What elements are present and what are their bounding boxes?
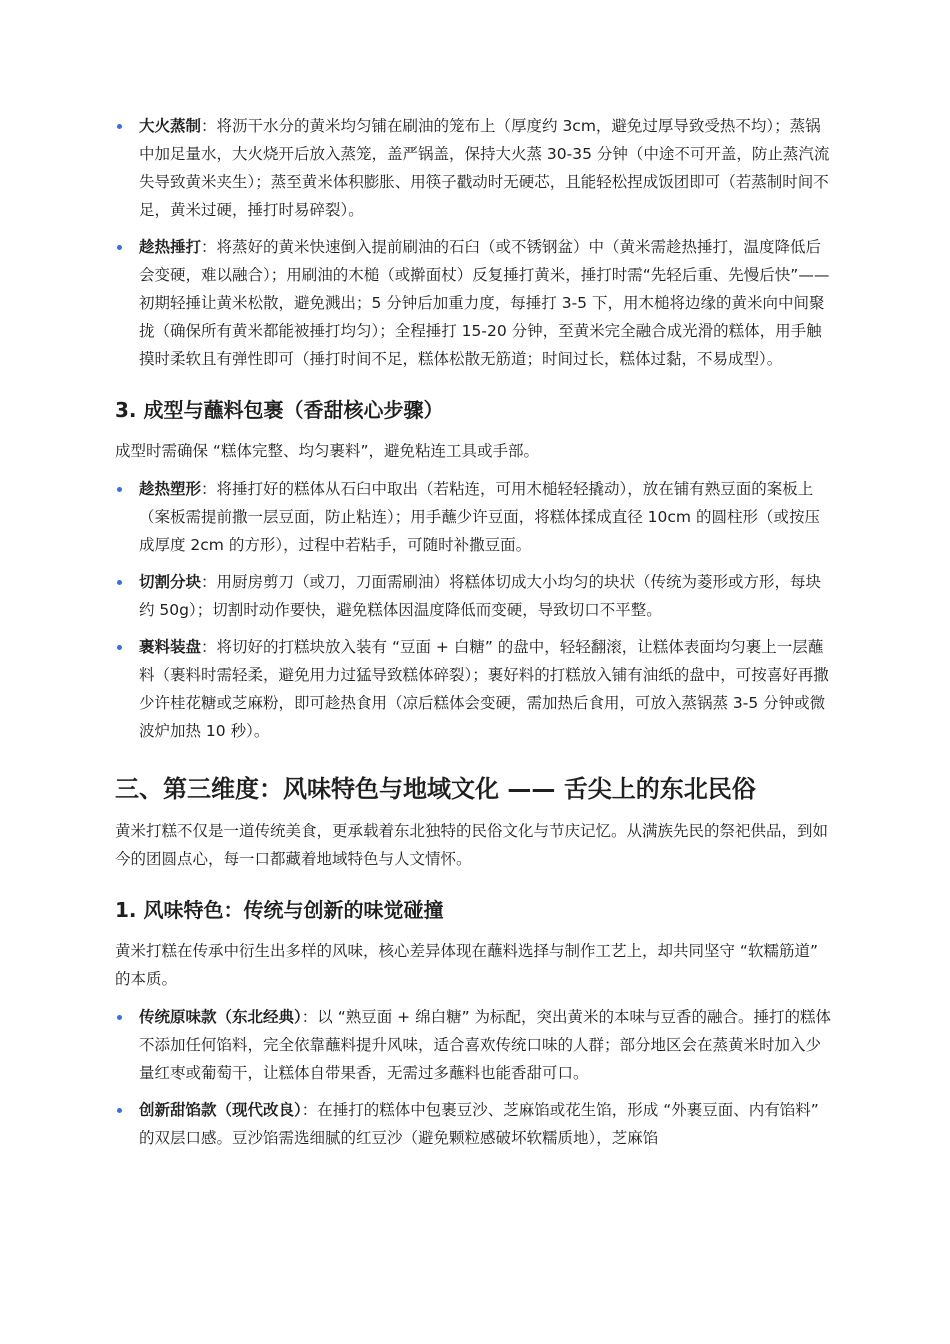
part-intro: 黄米打糕不仅是一道传统美食，更承载着东北独特的民俗文化与节庆记忆。从满族先民的祭祀供品，到如今的团圆点心，每一口都藏着地域特色与人文情怀。	[115, 822, 829, 868]
item-text: ：将切好的打糕块放入装有 “豆面 + 白糖” 的盘中，轻轻翻滚，让糕体表面均匀裹上一层蘸料（裹料时需轻柔，避免用力过猛导致糕体碎裂）；裹好料的打糕放入铺有油纸的盘中，可按喜好再撒少许桂花糖或芝麻粉，即可趁热食用（凉后糕体会变硬，需加热后食用，可放入蒸锅蒸 3-5 分钟或微波炉加热 10 秒）。	[139, 638, 829, 740]
list-item	[115, 233, 835, 373]
list-item	[115, 1003, 835, 1087]
item-text: ：将蒸好的黄米快速倒入提前刷油的石臼（或不锈钢盆）中（黄米需趁热捶打，温度降低后会变硬，难以融合）；用刷油的木槌（或擀面杖）反复捶打黄米，捶打时需“先轻后重、先慢后快”—— 初期轻捶让黄米松散，避免溅出；5 分钟后加重力度，每捶打 3-5 下，用木槌将边缘的黄米向中间聚拢（确保所有黄米都能被捶打均匀）；全程捶打 15-20 分钟，至黄米完全融合成光滑的糕体，用手触摸时柔软且有弹性即可（捶打时间不足，糕体松散无筋道；时间过长，糕体过黏，不易成型）。	[139, 238, 830, 368]
subsection-intro: 黄米打糕在传承中衍生出多样的风味，核心差异体现在蘸料选择与制作工艺上，却共同坚守 “软糯筋道” 的本质。	[115, 942, 818, 988]
item-term: 裹料装盘	[139, 638, 202, 656]
item-term: 传统原味款（东北经典）	[139, 1008, 302, 1026]
document-page	[115, 112, 835, 1161]
item-term: 大火蒸制	[139, 117, 202, 135]
item-text: ：将捶打好的糕体从石臼中取出（若粘连，可用木槌轻轻撬动），放在铺有熟豆面的案板上（案板需提前撒一层豆面，防止粘连）；用手蘸少许豆面，将糕体揉成直径 10cm 的圆柱形（或按压成厚度 2cm 的方形），过程中若粘手，可随时补撒豆面。	[139, 480, 820, 554]
part-heading: 三、第三维度：风味特色与地域文化 —— 舌尖上的东北民俗	[115, 775, 756, 803]
list-item	[115, 633, 835, 745]
item-term: 趁热捶打	[139, 238, 202, 256]
item-text: ：将沥干水分的黄米均匀铺在刷油的笼布上（厚度约 3cm，避免过厚导致受热不均）；蒸锅中加足量水，大火烧开后放入蒸笼，盖严锅盖，保持大火蒸 30-35 分钟（中途不可开盖，防止蒸汽流失导致黄米夹生）；蒸至黄米体积膨胀、用筷子戳动时无硬芯，且能轻松捏成饭团即可（若蒸制时间不足，黄米过硬，捶打时易碎裂）。	[139, 117, 830, 219]
item-text: ：用厨房剪刀（或刀，刀面需刷油）将糕体切成大小均匀的块状（传统为菱形或方形，每块约 50g）；切割时动作要快，避免糕体因温度降低而变硬，导致切口不平整。	[139, 573, 822, 619]
list-item	[115, 1096, 835, 1152]
item-term: 创新甜馅款（现代改良）	[139, 1101, 302, 1119]
item-term: 切割分块	[139, 573, 202, 591]
section-intro: 成型时需确保 “糕体完整、均匀裹料”，避免粘连工具或手部。	[115, 442, 539, 460]
subsection-heading: 1. 风味特色：传统与创新的味觉碰撞	[115, 898, 444, 922]
item-text: ：在捶打的糕体中包裹豆沙、芝麻馅或花生馅，形成 “外裹豆面、内有馅料” 的双层口感。豆沙馅需选细腻的红豆沙（避免颗粒感破坏软糯质地），芝麻馅	[139, 1101, 819, 1147]
flavor-list	[115, 1003, 835, 1152]
section-heading: 3. 成型与蘸料包裹（香甜核心步骤）	[115, 398, 444, 422]
item-term: 趁热塑形	[139, 480, 202, 498]
steaming-steps-list	[115, 112, 835, 373]
item-text: ：以 “熟豆面 + 绵白糖” 为标配，突出黄米的本味与豆香的融合。捶打的糕体不添加任何馅料，完全依靠蘸料提升风味，适合喜欢传统口味的人群；部分地区会在蒸黄米时加入少量红枣或葡萄干，让糕体自带果香，无需过多蘸料也能香甜可口。	[139, 1008, 832, 1082]
list-item	[115, 475, 835, 559]
list-item	[115, 112, 835, 224]
list-item	[115, 568, 835, 624]
shaping-steps-list	[115, 475, 835, 745]
